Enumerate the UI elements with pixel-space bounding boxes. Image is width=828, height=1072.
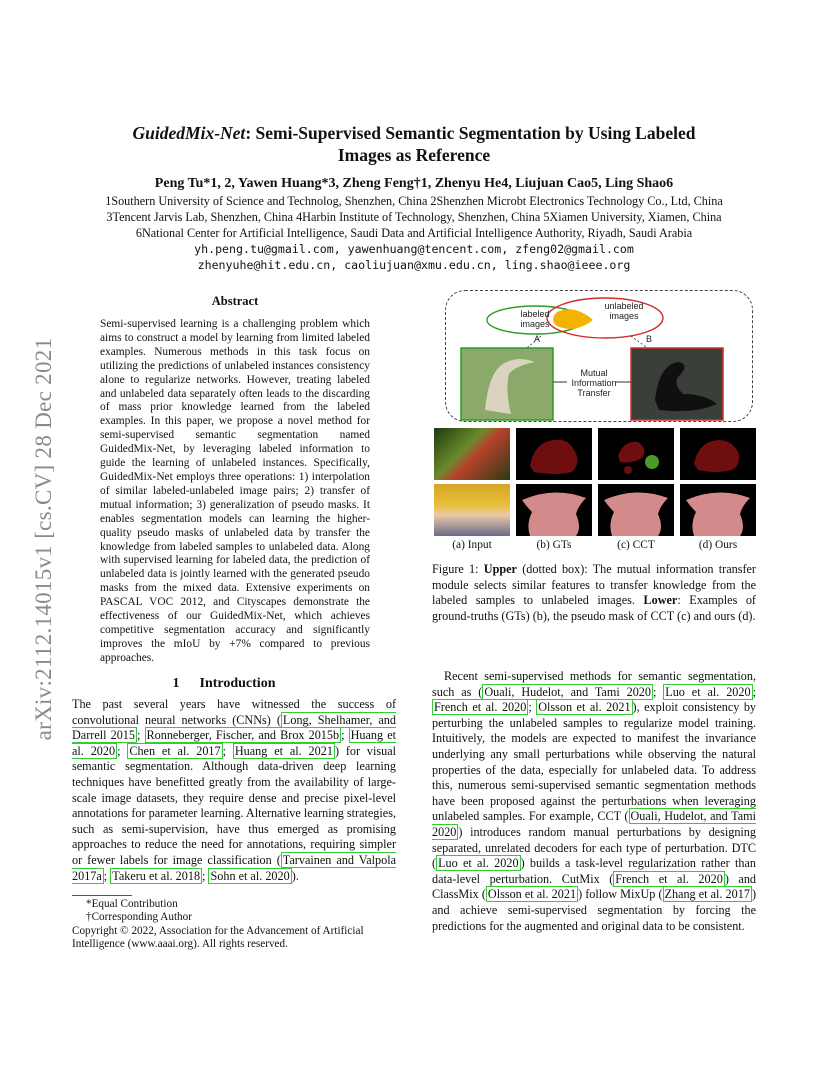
citation-link[interactable]: Chen et al. 2017 [129,743,221,758]
caption-text: (dotted box): The mutual information transfer module selects similar features to transfer knowledge from the labeled samples to unlabeled images. [432,562,756,608]
citation-link[interactable]: Huang et al. 2020 [72,728,396,758]
intro-sep: ; [137,728,145,743]
gt-mask-child [516,484,592,536]
title-method-name: GuidedMix-Net [132,123,246,143]
citation-link[interactable]: Takeru et al. 2018 [112,868,201,883]
title-line2: Images as Reference [337,145,491,165]
citation-link[interactable]: Ouali, Hudelot, and Tami 2020 [484,684,651,699]
caption-text: : Examples of ground-truths (GTs) (b), the pseudo mask of CCT (c) and ours (d). [432,593,756,623]
caption-upper: Upper [483,562,517,576]
body-text: ), exploit consistency by perturbing the unlabeled samples to regularize model training. Intuitively, the models are expected to manifest the invariance underlying any small perturbations while observing the natural properties of the data, especially for unlabeled data. To address this, numerous semi-supervised semantic segmentation methods have been proposed against the perturbations when leveraging unlabeled samples. For example, CCT ( [432,700,757,824]
mutual-information-label: Mutual Information Transfer [571,368,617,398]
cct-mask-bird [598,428,674,480]
cct-mask-child [598,484,674,536]
citation-link[interactable]: Olsson et al. 2021 [538,700,631,715]
citation-link[interactable]: Luo et al. 2020 [438,856,519,871]
intro-text: ). [291,868,299,883]
arrow-b-label: B [645,334,652,344]
copyright-notice: Copyright © 2022, Association for the Advancement of Artificial Intelligence (www.aaai.org). All rights reserved. [72,924,364,951]
body-text: ) follow MixUp ( [578,887,663,902]
footnote-corresponding: †Corresponding Author [86,911,192,924]
citation-link[interactable]: Huang et al. 2021 [234,743,333,758]
intro-text: ) for visual semantic segmentation. Although data-driven deep learning techniques have benefitted greatly from the availability of large-scale image datasets, they require dense and precise pixel-level annotations for parameter learning. Alternative learning strategies, such as semi-supervision, have thus emerged as promising approaches to reduce the need for annotations, requiring simpler or fewer labels for image classification ( [72,743,397,867]
body-text: ) introduces random manual perturbations by designing separated, unrelated decoders for each type of perturbation. DTC ( [432,824,756,871]
body-text: ) and ClassMix ( [432,871,757,902]
gt-mask-bird [516,428,592,480]
right-column-paragraph: Recent semi-supervised methods for semantic segmentation, such as ( Ouali, Hudelot, and Tami 2020 ; Luo et al. 2020 ; French et al. 2020 ; Olsson et al. 2021 ), exploit consistency by perturbing the unlabeled samples to regularize model training. Intuitively, the models are expected to manifest the invariance underlying any small perturbations while observing the natural properties of the data, especially for unlabeled data. To address this, numerous semi-supervised semantic segmentation methods have been proposed against the perturbations when leveraging unlabeled samples. For example, CCT ( Ouali, Hudelot, and Tami 2020 ) introduces random manual perturbations by designing separated, unrelated decoders for each type of perturbation. DTC ( Luo et al. 2020 ) builds a task-level regularization rather than data-level perturbation. CutMix ( French et al. 2020 ) and ClassMix ( Olsson et al. 2021 ) follow MixUp ( Zhang et al. 2017 ) and achieve semi-supervised segmentation by forcing the predictions for the augmented and original data to be consistent. [432,669,757,933]
introduction-paragraph: The past several years have witnessed the success of convolutional neural networks (CNNs) ( Long, Shelhamer, and Darrell 2015 ; Ronneberger, Fischer, and Brox 2015b ; Huang et al. 2020 ; Chen et al. 2017 ; Huang et al. 2021 ) for visual semantic segmentation. Although data-driven deep learning techniques have benefitted greatly from the availability of large-scale image datasets, they require dense and precise pixel-level annotations for parameter learning. Alternative learning strategies, such as semi-supervision, have thus emerged as promising approaches to reduce the need for annotations, requiring simpler or fewer labels for image classification ( Tarvainen and Valpola 2017a ; Takeru et al. 2018 ; Sohn et al. 2020 ). [72,697,397,883]
citation-link[interactable]: Luo et al. 2020 [665,684,751,699]
footnote-equal: *Equal Contribution [86,898,178,910]
affiliation-line-2: 3Tencent Jarvis Lab, Shenzhen, China 4Harbin Institute of Technology, Shenzhen, China 5Xiamen University, Xiamen, China [106,210,722,224]
affiliation-line-1: 1Southern University of Science and Technolog, Shenzhen, China 2Shenzhen Microbt Electronics Technology Co., Ltd, China [105,194,723,208]
arxiv-side-label: arXiv:2112.14015v1 [cs.CV] 28 Dec 2021 [31,337,56,741]
input-image-bird [434,428,510,480]
footnotes [72,898,402,952]
caption-lower: Lower [643,593,678,608]
body-text: ) builds a task-level regularization rather than data-level perturbation. CutMix ( [432,856,756,886]
input-image-child [434,484,510,536]
body-text: ) and achieve semi-supervised segmentation by forcing the predictions for the augmented and original data to be consistent. [432,887,756,933]
citation-link[interactable]: Ouali, Hudelot, and Tami 2020 [432,809,756,839]
citation-link[interactable]: Zhang et al. 2017 [664,887,750,902]
sublabel-input: (a) Input [452,539,492,551]
body-text: Recent semi-supervised methods for semantic segmentation, such as ( [432,669,756,699]
footnote-divider [72,895,132,896]
ours-mask-child [680,484,756,536]
citation-link[interactable]: Ronneberger, Fischer, and Brox 2015b [146,728,340,743]
title-line1: : Semi-Supervised Semantic Segmentation by Using Labeled [245,123,696,143]
citation-link[interactable]: Tarvainen and Valpola 2017a [72,852,396,883]
section-heading-introduction [72,676,396,692]
intro-text: The past several years have witnessed the success of convolutional neural networks (CNNs) ( [72,697,396,727]
arrow-a-label: A [533,334,540,344]
labeled-images-label: labeled images [520,309,550,329]
section-number: 1 [172,676,180,691]
figure-lower-grid [434,428,758,536]
abstract-heading: Abstract [211,294,259,308]
email-line-1: yh.peng.tu@gmail.com, yawenhuang@tencent.com, zfeng02@gmail.com [194,242,634,256]
citation-link[interactable]: French et al. 2020 [434,700,527,715]
citation-link[interactable]: French et al. 2020 [615,871,723,886]
sublabel-ours: (d) Ours [698,539,738,551]
section-title: Introduction [199,676,276,691]
citation-link[interactable]: Sohn et al. 2020 [210,868,290,883]
paper-title [60,122,768,166]
citation-link[interactable]: Long, Shelhamer, and Darrell 2015 [72,712,396,743]
unlabeled-images-label: unlabeled images [604,301,644,321]
affiliation-line-3: 6National Center for Artificial Intelligence, Saudi Data and Artificial Intelligence Authority, Riyadh, Saudi Arabia [135,226,693,240]
citation-link[interactable]: Olsson et al. 2021 [487,887,577,902]
figure-caption [432,562,756,624]
sublabel-gts: (b) GTs [536,539,572,551]
ours-mask-bird [680,428,756,480]
email-line-2: zhenyuhe@hit.edu.cn, caoliujuan@xmu.edu.cn, ling.shao@ieee.org [197,258,631,272]
author-list: Peng Tu*1, 2, Yawen Huang*3, Zheng Feng†1, Zhenyu He4, Liujuan Cao5, Ling Shao6 [154,176,674,191]
abstract-body: Semi-supervised learning is a challenging problem which aims to construct a model by learning from limited labeled examples. Numerous methods in this task focus on utilizing the predictions of unlabeled instances consistency alone to regularize networks. However, treating labeled and unlabeled data separately often leads to the discarding of mass prior knowledge learned from the labeled examples. In this paper, we propose a novel method for semi-supervised semantic segmentation named GuidedMix-Net, by leveraging labeled information to guide the learning of unlabeled instances. Specifically, GuidedMix-Net employs three operations: 1) interpolation of similar labeled-unlabeled image pairs; 2) transfer of mutual information; 3) generalization of pseudo masks. It enables segmentation models can learning the higher-quality pseudo masks of unlabeled data by transfer the knowledge from labeled samples to unlabeled data. Along with supervised learning for labeled data, the prediction of unlabeled data is jointly learned with the generated pseudo masks from the mixed data. Extensive experiments on PASCAL VOC 2012, and Cityscapes demonstrate the effectiveness of our GuidedMix-Net, which achieves competitive segmentation accuracy and significantly improves the mIoU by +7% compared to previous approaches. [100,318,370,664]
caption-prefix: Figure 1: [432,562,484,576]
sublabel-cct: (c) CCT [617,539,655,551]
